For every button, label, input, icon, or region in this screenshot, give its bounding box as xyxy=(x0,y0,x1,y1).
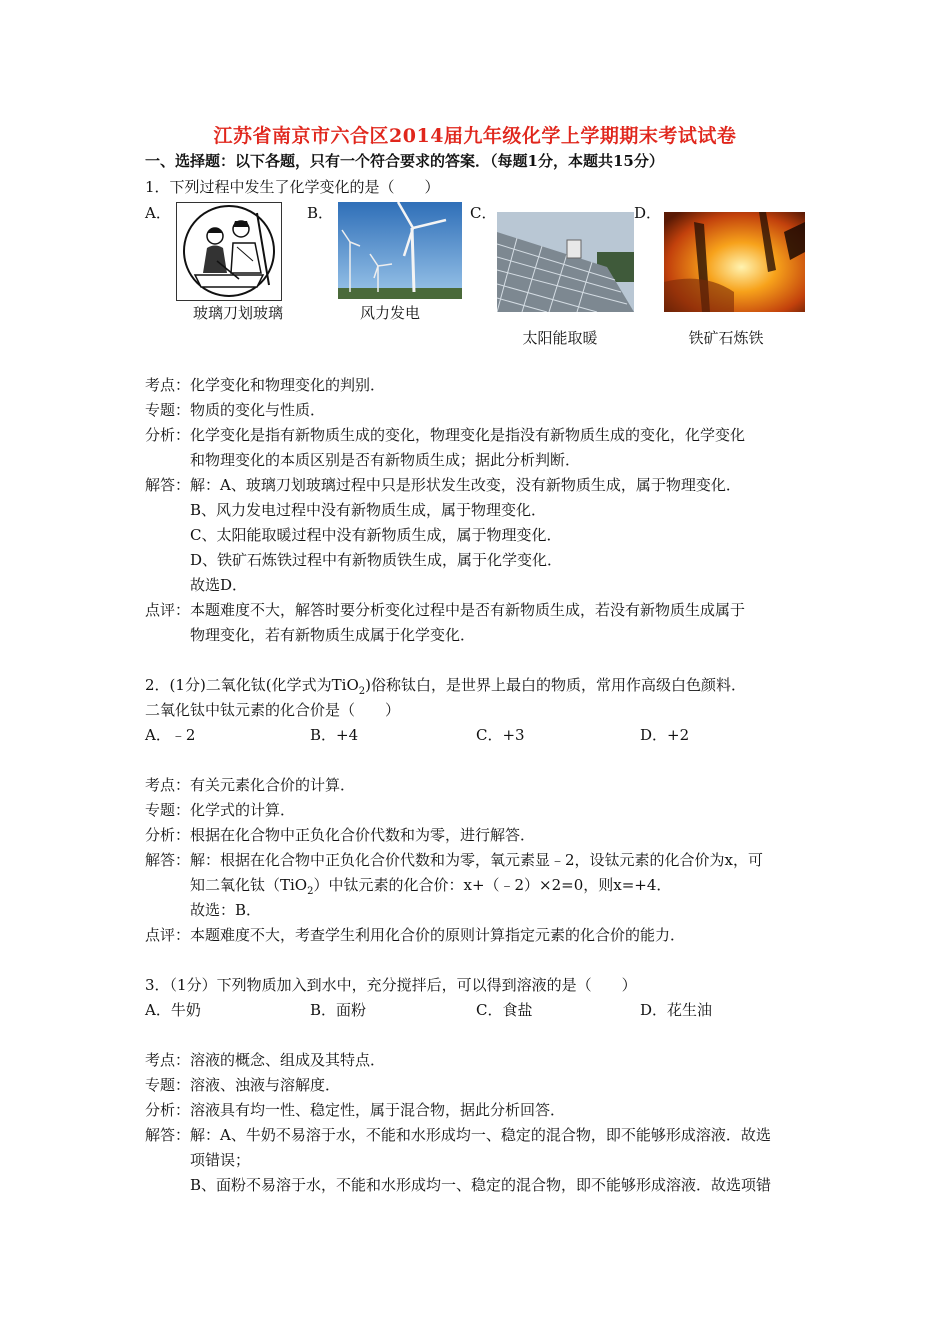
q2-stem-part2: )俗称钛白，是世界上最白的物质，常用作高级白色颜料． xyxy=(365,676,746,694)
q1-jieda-line1: 解答：解：A、玻璃刀划玻璃过程中只是形状发生改变，没有新物质生成，属于物理变化． xyxy=(145,476,741,494)
q2-fenxi: 分析：根据在化合物中正负化合价代数和为零，进行解答． xyxy=(145,826,536,844)
q1-kaodian: 考点：化学变化和物理变化的判别． xyxy=(145,376,386,394)
q2-jieda2-subscript: 2 xyxy=(307,886,314,897)
q2-option-b: B．+4 xyxy=(310,726,359,744)
q2-stem-line1 xyxy=(145,675,746,702)
q1-zhuanti: 专题：物质的变化与性质． xyxy=(145,401,326,419)
q2-dianping: 点评：本题难度不大，考查学生利用化合价的原则计算指定元素的化合价的能力． xyxy=(145,926,686,944)
q1-stem: 1．下列过程中发生了化学变化的是（ ） xyxy=(145,178,440,196)
q2-option-c: C．+3 xyxy=(476,726,525,744)
q3-kaodian: 考点：溶液的概念、组成及其特点． xyxy=(145,1051,386,1069)
q1-option-b-caption: 风力发电 xyxy=(359,304,420,322)
q1-option-d-letter: D． xyxy=(634,204,662,222)
solar-roof-image xyxy=(497,212,634,312)
q1-dianping-line1: 点评：本题难度不大，解答时要分析变化过程中是否有新物质生成，若没有新物质生成属于 xyxy=(145,601,746,619)
q3-option-c: C．食盐 xyxy=(476,1001,533,1019)
q3-option-a: A．牛奶 xyxy=(145,1001,201,1019)
q1-option-a-caption: 玻璃刀划玻璃 xyxy=(192,304,283,322)
q2-stem-line2: 二氧化钛中钛元素的化合价是（ ） xyxy=(145,701,401,719)
q1-jieda-line5: 故选D． xyxy=(190,576,248,594)
section-heading: 一、选择题：以下各题，只有一个符合要求的答案．（每题1分，本题共15分） xyxy=(145,152,664,170)
iron-smelting-image xyxy=(664,212,805,312)
q1-jieda-line4: D、铁矿石炼铁过程中有新物质铁生成，属于化学变化． xyxy=(190,551,563,569)
q2-option-d: D．+2 xyxy=(640,726,690,744)
q1-fenxi-line1: 分析：化学变化是指有新物质生成的变化，物理变化是指没有新物质生成的变化，化学变化 xyxy=(145,426,746,444)
q1-jieda-line3: C、太阳能取暖过程中没有新物质生成，属于物理变化． xyxy=(190,526,562,544)
q1-option-c-caption: 太阳能取暖 xyxy=(522,329,598,347)
glass-cutting-image xyxy=(176,202,282,301)
q3-option-d: D．花生油 xyxy=(640,1001,713,1019)
q1-fenxi-line2: 和物理变化的本质区别是否有新物质生成；据此分析判断． xyxy=(190,451,581,469)
q1-option-c-letter: C． xyxy=(470,204,497,222)
page-title: 江苏省南京市六合区2014届九年级化学上学期期末考试试卷 xyxy=(213,125,737,147)
q3-option-b: B．面粉 xyxy=(310,1001,367,1019)
q1-option-b-letter: B． xyxy=(307,204,334,222)
q2-jieda2-part2: ）中钛元素的化合价：x+（﹣2）×2=0，则x=+4． xyxy=(313,876,672,894)
q1-option-a-letter: A． xyxy=(145,204,171,222)
q2-jieda-line1: 解答：解：根据在化合物中正负化合价代数和为零，氧元素显﹣2，设钛元素的化合价为x，可 xyxy=(145,851,764,869)
q1-jieda-line2: B、风力发电过程中没有新物质生成，属于物理变化． xyxy=(190,501,547,519)
q2-stem-subscript: 2 xyxy=(358,686,366,697)
q1-option-d-caption: 铁矿石炼铁 xyxy=(688,329,764,347)
q2-kaodian: 考点：有关元素化合价的计算． xyxy=(145,776,356,794)
q3-jieda-line2: 项错误； xyxy=(190,1151,251,1169)
q3-stem: 3．（1分）下列物质加入到水中，充分搅拌后，可以得到溶液的是（ ） xyxy=(145,976,637,994)
q2-jieda-line2 xyxy=(190,875,671,902)
q2-option-a: A．﹣2 xyxy=(145,726,196,744)
q3-zhuanti: 专题：溶液、浊液与溶解度． xyxy=(145,1076,341,1094)
q3-jieda-line3: B、面粉不易溶于水，不能和水形成均一、稳定的混合物，即不能够形成溶液．故选项错 xyxy=(190,1176,772,1194)
q2-jieda2-part1: 知二氧化钛（TiO xyxy=(190,876,308,894)
q1-dianping-line2: 物理变化，若有新物质生成属于化学变化． xyxy=(190,626,476,644)
q3-jieda-line1: 解答：解：A、牛奶不易溶于水，不能和水形成均一、稳定的混合物，即不能够形成溶液．故选 xyxy=(145,1126,771,1144)
wind-turbine-image xyxy=(338,202,462,299)
q2-stem-part1: 2．(1分)二氧化钛(化学式为TiO xyxy=(145,676,359,694)
q2-jieda-line3: 故选：B． xyxy=(190,901,262,919)
q2-zhuanti: 专题：化学式的计算． xyxy=(145,801,296,819)
q3-fenxi: 分析：溶液具有均一性、稳定性，属于混合物，据此分析回答． xyxy=(145,1101,566,1119)
